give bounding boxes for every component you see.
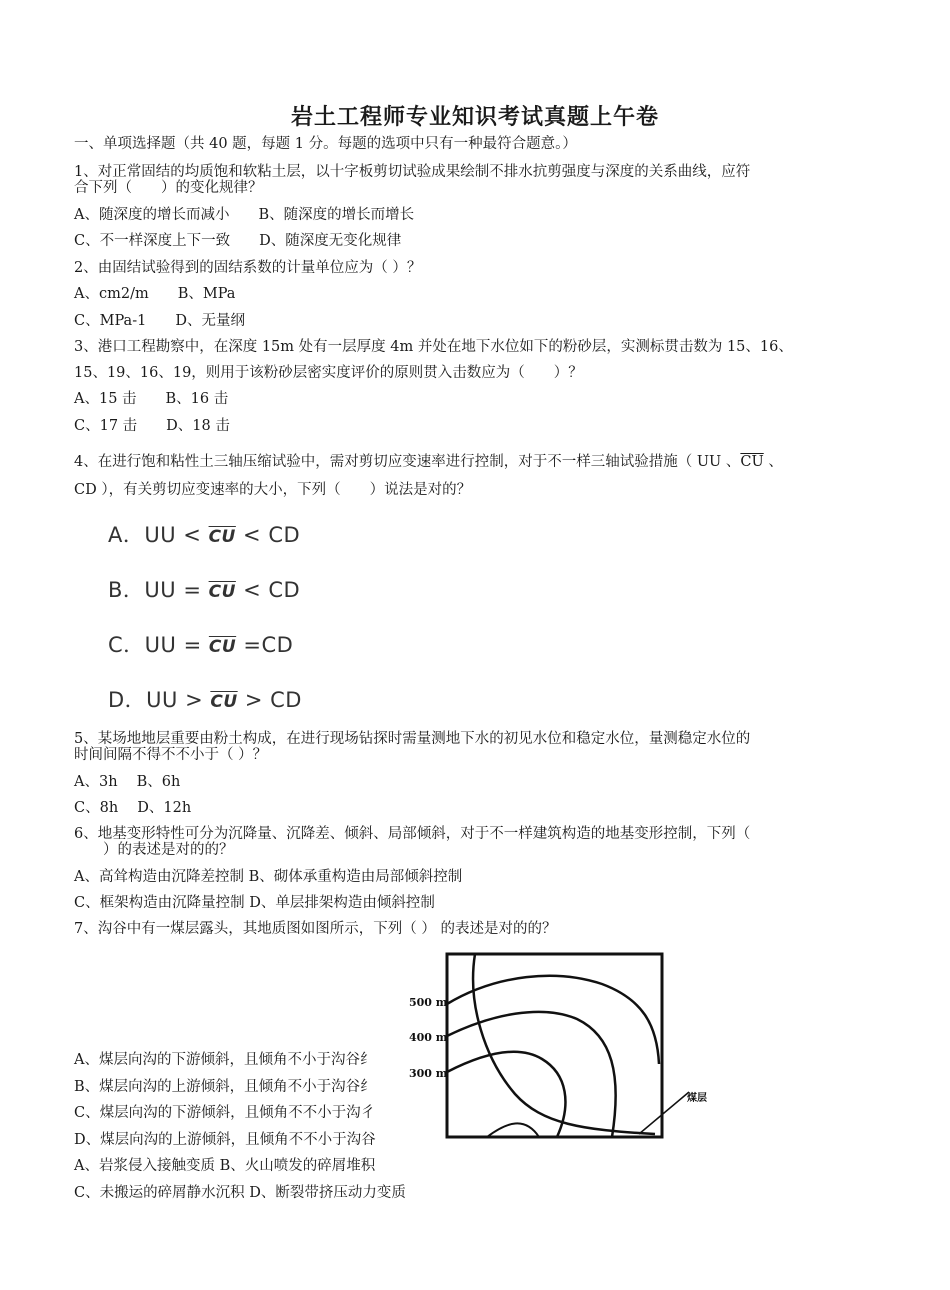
q7-option-c: C、煤层向沟的下游倾斜，且倾角不不小于沟彳 xyxy=(74,1105,376,1121)
contour-label-400: 400 m xyxy=(409,1031,448,1044)
q4-option-b-tail: < CD xyxy=(243,578,301,602)
q2-options-ab: A、cm2/m B、MPa xyxy=(74,286,236,302)
q4-option-c-cu: $\overline{CU}$ xyxy=(208,637,237,657)
q5-stem-line1: 5、某场地地层重要由粉土构成，在进行现场钻探时需量测地下水的初见水位和稳定水位，量测稳定水位的 xyxy=(74,731,751,747)
q1-options-ab: A、随深度的增长而减小 B、随深度的增长而增长 xyxy=(74,207,415,223)
contour-label-500: 500 m xyxy=(409,996,448,1009)
q4-option-d-tail: > CD xyxy=(244,688,302,712)
q4-stem-line1 xyxy=(74,454,783,471)
q4-stem-pre: 4、在进行饱和粘性土三轴压缩试验中，需对剪切应变速率进行控制，对于不一样三轴试验措施（ UU 、 xyxy=(74,454,741,470)
q5-options-cd: C、8h D、12h xyxy=(74,800,192,816)
q7-option-a: A、煤层向沟的下游倾斜，且倾角不小于沟谷纟 xyxy=(74,1052,375,1068)
q4-option-c xyxy=(108,629,293,659)
q6-options-cd: C、框架构造由沉降量控制 D、单层排架构造由倾斜控制 xyxy=(74,895,435,911)
q4-option-d-label: D．UU > xyxy=(108,688,204,712)
q7-option-b: B、煤层向沟的上游倾斜，且倾角不小于沟谷纟 xyxy=(74,1079,375,1095)
q3-options-cd: C、17 击 D、18 击 xyxy=(74,418,230,434)
q5-options-ab: A、3h B、6h xyxy=(74,774,181,790)
q8-options-ab: A、岩浆侵入接触变质 B、火山喷发的碎屑堆积 xyxy=(74,1158,376,1174)
q2-options-cd: C、MPa-1 D、无量纲 xyxy=(74,313,245,329)
page-title: 岩土工程师专业知识考试真题上午卷 xyxy=(290,105,659,130)
q4-option-b-label: B．UU = xyxy=(108,578,202,602)
q1-stem-line1: 1、对正常固结的均质饱和软粘土层，以十字板剪切试验成果绘制不排水抗剪强度与深度的关系曲线，应符 xyxy=(74,164,751,180)
q4-option-d xyxy=(108,684,302,714)
coal-seam-label: 煤层 xyxy=(687,1093,707,1104)
q4-option-c-tail: =CD xyxy=(243,633,294,657)
q3-stem-line1: 3、港口工程勘察中，在深度 15m 处有一层厚度 4m 并处在地下水位如下的粉砂层，实测标贯击数为 15、16、 xyxy=(74,339,793,355)
q4-stem-post: 、 xyxy=(763,454,783,470)
q4-option-b xyxy=(108,574,300,604)
q4-option-b-cu: $\overline{CU}$ xyxy=(208,582,236,602)
section-heading: 一、单项选择题（共 40 题，每题 1 分。每题的选项中只有一种最符合题意。） xyxy=(74,136,577,152)
q2-stem: 2、由固结试验得到的固结系数的计量单位应为（ ）？ xyxy=(74,260,422,276)
q6-stem-line1: 6、地基变形特性可分为沉降量、沉降差、倾斜、局部倾斜，对于不一样建筑构造的地基变形控制，下列（ xyxy=(74,826,751,842)
q7-stem: 7、沟谷中有一煤层露头，其地质图如图所示，下列（ ） 的表述是对的的？ xyxy=(74,921,557,937)
q4-option-a-cu: $\overline{CU}$ xyxy=(208,527,236,547)
q4-option-d-cu: $\overline{CU}$ xyxy=(210,692,238,712)
q4-stem-cu: $\overline{CU}$ xyxy=(740,454,764,470)
q3-stem-line2: 15、19、16、19，则用于该粉砂层密实度评价的原则贯入击数应为（ ）？ xyxy=(74,365,583,381)
q3-options-ab: A、15 击 B、16 击 xyxy=(74,391,229,407)
q4-option-a-tail: < CD xyxy=(243,523,301,547)
q1-options-cd: C、不一样深度上下一致 D、随深度无变化规律 xyxy=(74,233,402,249)
q4-option-a-label: A．UU < xyxy=(108,523,202,547)
q4-option-a xyxy=(108,519,300,549)
q6-stem-line2: ）的表述是对的的？ xyxy=(74,842,234,858)
q5-stem-line2: 时间间隔不得不不小于（ ）？ xyxy=(74,747,268,763)
q7-option-d: D、煤层向沟的上游倾斜，且倾角不不小于沟谷 xyxy=(74,1132,376,1148)
q4-stem-line2: CD ），有关剪切应变速率的大小，下列（ ）说法是对的？ xyxy=(74,482,472,498)
contour-label-300: 300 m xyxy=(409,1067,448,1080)
geological-map-figure xyxy=(407,944,722,1149)
q6-options-ab: A、高耸构造由沉降差控制 B、砌体承重构造由局部倾斜控制 xyxy=(74,869,463,885)
q4-option-c-label: C．UU = xyxy=(108,633,202,657)
q8-options-cd: C、未搬运的碎屑静水沉积 D、断裂带挤压动力变质 xyxy=(74,1185,406,1201)
q1-stem-line2: 合下列（ ）的变化规律？ xyxy=(74,180,263,196)
